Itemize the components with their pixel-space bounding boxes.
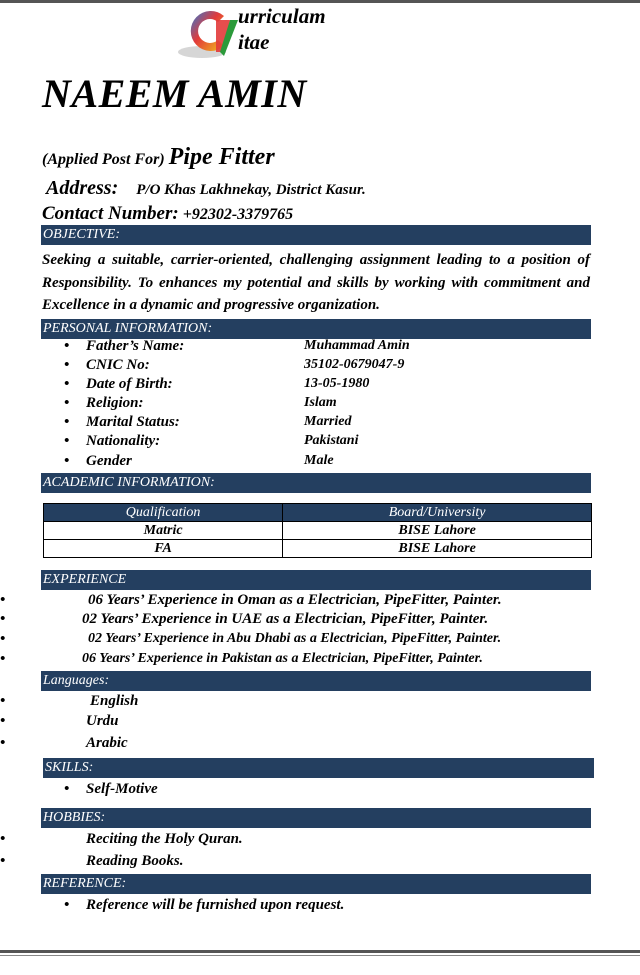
applied-post (42, 144, 275, 171)
bottom-border-thin (0, 955, 640, 956)
skill-item: Self-Motive (86, 781, 158, 797)
personal-info-value: 13-05-1980 (304, 376, 370, 391)
objective-text: Seeking a suitable, carrier-oriented, challenging assignment leading to a position of Responsibility. To enhances my potential and skills by working with commitment and Excellence in a dynamic and progressive organization. (42, 252, 590, 313)
bullet-dot: • (0, 611, 6, 627)
section-languages: Languages: (41, 671, 591, 691)
bullet-dot: • (64, 414, 70, 430)
bullet-dot: • (64, 453, 70, 469)
bullet-dot: • (0, 735, 6, 751)
column-header-qualification: Qualification (44, 504, 283, 522)
personal-info-row (86, 376, 586, 395)
personal-info-value: Muhammad Amin (304, 338, 410, 353)
qualification-cell: FA (44, 540, 283, 558)
personal-info-value: Male (304, 453, 334, 468)
section-academic-information: ACADEMIC INFORMATION: (41, 473, 591, 493)
personal-info-label: Gender (86, 453, 132, 469)
personal-info-value: Married (304, 414, 352, 429)
personal-info-label: Religion: (86, 395, 144, 411)
language-item: English (90, 693, 139, 709)
bullet-dot: • (0, 592, 6, 608)
experience-item: 02 Years’ Experience in Abu Dhabi as a Electrician, PipeFitter, Painter. (88, 631, 502, 646)
experience-item: 06 Years’ Experience in Oman as a Electrician, PipeFitter, Painter. (88, 592, 502, 608)
personal-info-row (86, 395, 586, 414)
section-experience: EXPERIENCE (41, 570, 591, 590)
bullet-dot: • (0, 831, 6, 847)
bullet-dot: • (64, 395, 70, 411)
personal-info-row (86, 414, 586, 433)
bullet-dot: • (0, 713, 6, 729)
address-value: P/O Khas Lakhnekay, District Kasur. (136, 182, 366, 198)
contact-label: Contact Number: (42, 203, 179, 224)
applied-post-label: (Applied Post For) (42, 151, 165, 168)
table-row (44, 522, 592, 540)
board-cell: BISE Lahore (283, 522, 592, 540)
logo-text-line1: urriculam (238, 4, 326, 28)
applied-post-value: Pipe Fitter (168, 144, 275, 170)
qualification-cell: Matric (44, 522, 283, 540)
experience-item: 06 Years’ Experience in Pakistan as a Electrician, PipeFitter, Painter. (82, 651, 483, 666)
candidate-name: NAEEM AMIN (42, 71, 307, 116)
bullet-dot: • (64, 357, 70, 373)
hobby-item: Reading Books. (86, 853, 184, 869)
personal-info-row (86, 433, 586, 452)
reference-item: Reference will be furnished upon request. (86, 897, 345, 913)
address-label: Address: (46, 177, 119, 199)
logo-text-line2: itae (238, 30, 270, 54)
bullet-dot: • (0, 631, 6, 647)
bottom-border (0, 950, 640, 953)
language-item: Arabic (86, 735, 128, 751)
language-item: Urdu (86, 713, 119, 729)
contact-value: +92302-3379765 (182, 206, 294, 223)
hobby-item: Reciting the Holy Quran. (86, 831, 243, 847)
bullet-dot: • (64, 433, 70, 449)
bullet-dot: • (64, 781, 70, 797)
bullet-dot: • (0, 853, 6, 869)
personal-info-label: Father’s Name: (86, 338, 185, 354)
academic-table (43, 503, 592, 558)
experience-item: 02 Years’ Experience in UAE as a Electrician, PipeFitter, Painter. (82, 611, 489, 627)
section-skills: SKILLS: (43, 758, 594, 778)
personal-info-value: Islam (304, 395, 337, 410)
personal-info-row (86, 357, 586, 376)
bullet-dot: • (0, 651, 6, 667)
personal-info-row (86, 338, 586, 357)
table-header-row (44, 504, 592, 522)
personal-info-label: CNIC No: (86, 357, 150, 373)
bullet-dot: • (64, 338, 70, 354)
section-objective: OBJECTIVE: (41, 225, 591, 245)
personal-info-row (86, 453, 586, 472)
bullet-dot: • (64, 376, 70, 392)
section-hobbies: HOBBIES: (41, 808, 591, 828)
personal-info-value: Pakistani (304, 433, 359, 448)
bullet-dot: • (0, 693, 6, 709)
board-cell: BISE Lahore (283, 540, 592, 558)
section-reference: REFERENCE: (41, 874, 591, 894)
column-header-board: Board/University (283, 504, 592, 522)
personal-info-value: 35102-0679047-9 (304, 357, 405, 372)
personal-info-label: Nationality: (86, 433, 161, 449)
cv-logo-icon (176, 2, 246, 64)
contact-number (42, 203, 293, 225)
address (46, 177, 366, 200)
section-personal-information: PERSONAL INFORMATION: (41, 319, 591, 339)
table-row (44, 540, 592, 558)
cv-logo (176, 2, 346, 64)
bullet-dot: • (64, 897, 70, 913)
personal-info-label: Date of Birth: (86, 376, 173, 392)
personal-info-label: Marital Status: (86, 414, 180, 430)
